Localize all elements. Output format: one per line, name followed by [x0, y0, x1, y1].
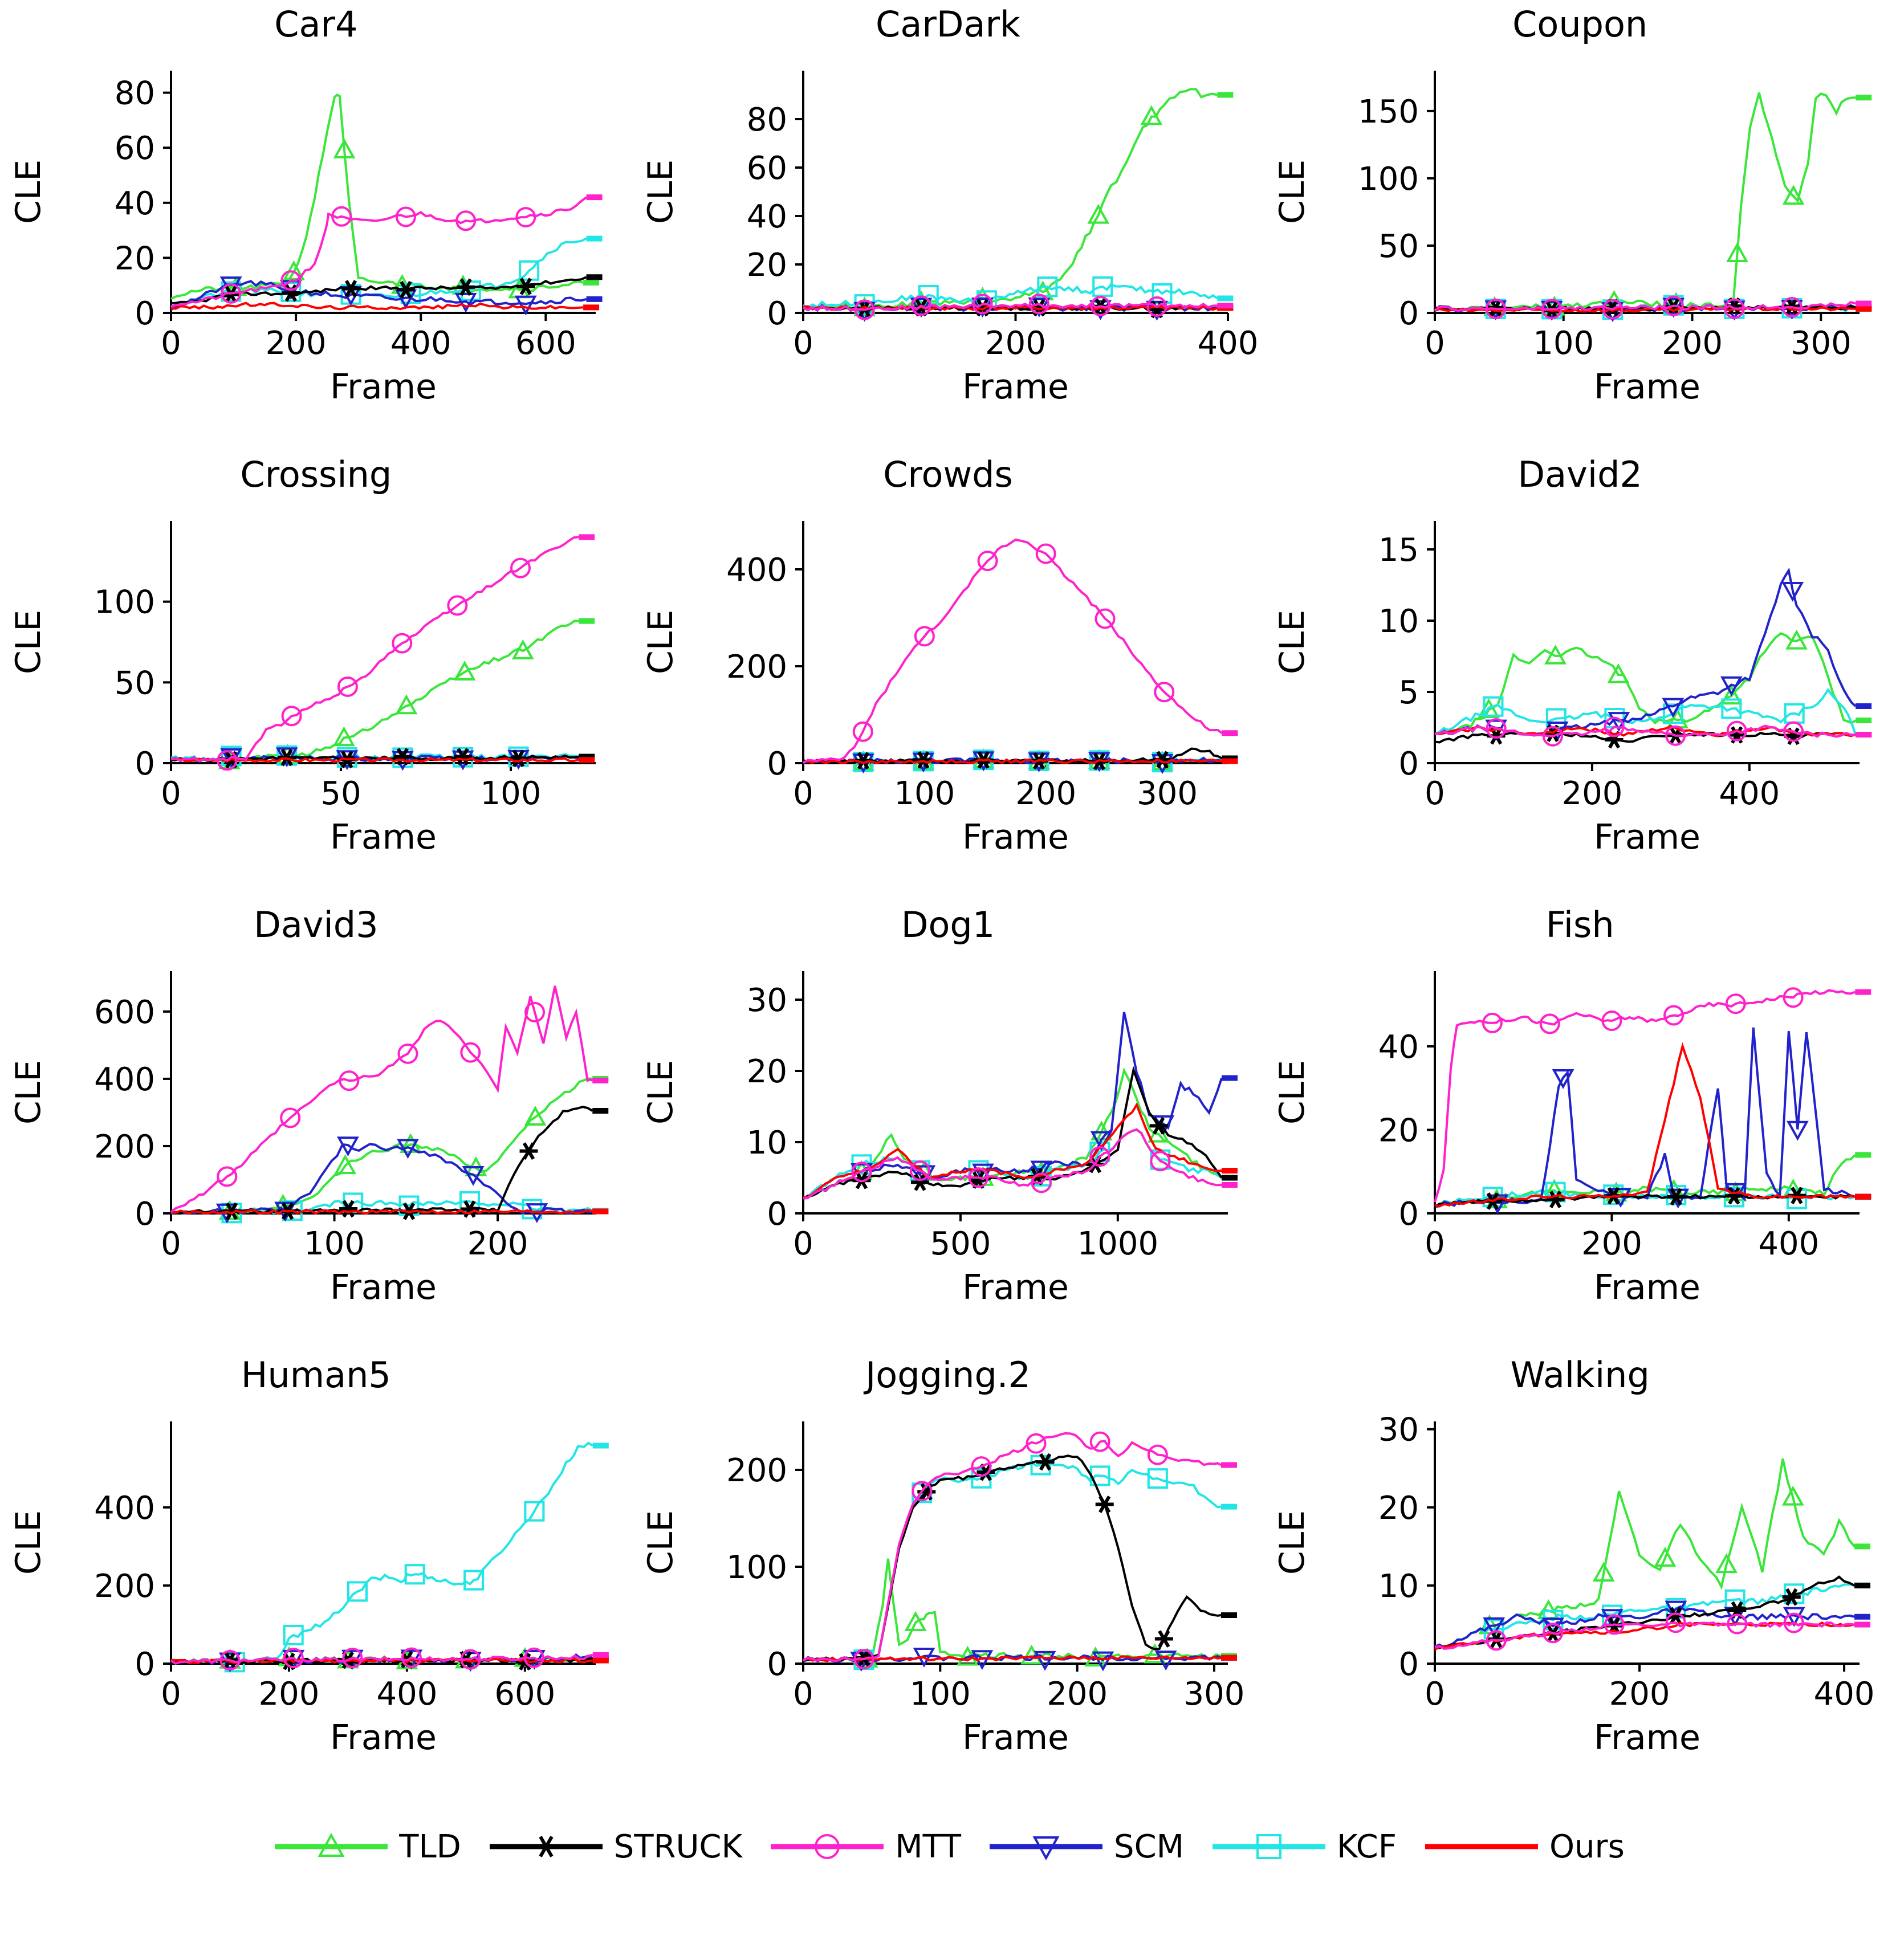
- svg-text:80: 80: [114, 75, 155, 112]
- svg-text:60: 60: [114, 130, 155, 168]
- legend-item-tld[interactable]: [271, 1828, 461, 1865]
- plot-svg: [1264, 45, 1895, 410]
- svg-text:300: 300: [1791, 325, 1852, 362]
- plot-svg: [1264, 946, 1895, 1310]
- chart-panel: [1264, 450, 1896, 900]
- svg-text:400: 400: [1197, 325, 1259, 362]
- panel-title: Fish: [1545, 904, 1614, 946]
- plot-area-11: [1264, 1396, 1896, 1761]
- svg-text:0: 0: [1425, 1676, 1446, 1713]
- svg-text:CLE: CLE: [640, 159, 681, 225]
- series-line: [1435, 1028, 1855, 1207]
- svg-text:100: 100: [480, 775, 542, 812]
- svg-text:15: 15: [1378, 532, 1419, 569]
- series-line: [171, 1078, 592, 1213]
- chart-panel: [632, 1351, 1264, 1801]
- plot-svg: [632, 946, 1264, 1310]
- legend-label: MTT: [895, 1828, 962, 1865]
- plot-area-10: [632, 1396, 1264, 1761]
- svg-text:Frame: Frame: [1594, 1718, 1701, 1758]
- svg-text:20: 20: [746, 1053, 787, 1090]
- plot-area-2: [1264, 45, 1896, 410]
- svg-text:0: 0: [135, 1196, 155, 1233]
- svg-text:40: 40: [746, 198, 787, 235]
- svg-text:10: 10: [1378, 603, 1419, 640]
- legend-item-mtt[interactable]: [767, 1828, 961, 1865]
- chart-panel: [1264, 1351, 1896, 1801]
- svg-text:0: 0: [767, 295, 787, 332]
- panel-title: Walking: [1510, 1354, 1650, 1396]
- svg-text:200: 200: [94, 1567, 155, 1605]
- chart-panel: [632, 450, 1264, 900]
- svg-text:400: 400: [1719, 775, 1780, 812]
- svg-text:100: 100: [909, 1676, 971, 1713]
- svg-text:0: 0: [1425, 775, 1446, 812]
- series-line: [171, 1443, 593, 1664]
- svg-text:600: 600: [494, 1676, 556, 1713]
- svg-text:0: 0: [161, 1676, 181, 1713]
- plot-area-5: [1264, 495, 1896, 860]
- series-line: [1435, 93, 1856, 311]
- svg-text:200: 200: [1662, 325, 1723, 362]
- svg-text:10: 10: [1378, 1567, 1419, 1605]
- plot-svg: [1264, 1396, 1895, 1761]
- svg-text:0: 0: [1398, 1196, 1419, 1233]
- legend-item-ours[interactable]: [1422, 1828, 1625, 1865]
- plot-area-9: [0, 1396, 632, 1761]
- svg-text:200: 200: [726, 649, 787, 686]
- series-line: [803, 540, 1222, 763]
- svg-text:60: 60: [746, 150, 787, 187]
- panel-title: Human5: [241, 1354, 391, 1396]
- plot-svg: [1264, 495, 1895, 860]
- svg-text:20: 20: [746, 247, 787, 284]
- svg-text:0: 0: [792, 1676, 813, 1713]
- legend-label: Ours: [1549, 1828, 1625, 1865]
- chart-panel: [1264, 900, 1896, 1351]
- svg-text:CLE: CLE: [640, 1060, 681, 1125]
- legend-label: KCF: [1336, 1828, 1397, 1865]
- svg-text:20: 20: [114, 240, 155, 278]
- plot-svg: [0, 45, 632, 410]
- svg-text:200: 200: [94, 1128, 155, 1166]
- svg-text:0: 0: [135, 295, 155, 332]
- series-line: [171, 95, 583, 299]
- svg-text:Frame: Frame: [1594, 367, 1701, 407]
- svg-text:0: 0: [767, 1646, 787, 1683]
- plot-area-6: [0, 946, 632, 1310]
- svg-text:400: 400: [376, 1676, 438, 1713]
- svg-text:0: 0: [135, 1646, 155, 1683]
- plot-area-8: [1264, 946, 1896, 1310]
- plot-svg: [632, 45, 1264, 410]
- svg-text:20: 20: [1378, 1489, 1419, 1527]
- svg-text:200: 200: [1609, 1676, 1670, 1713]
- svg-text:400: 400: [94, 1489, 155, 1527]
- svg-text:40: 40: [1378, 1028, 1419, 1066]
- legend-item-struck[interactable]: [486, 1828, 742, 1865]
- svg-text:CLE: CLE: [9, 609, 48, 675]
- svg-text:10: 10: [746, 1124, 787, 1162]
- svg-text:200: 200: [726, 1452, 787, 1489]
- panel-title: David2: [1517, 454, 1642, 495]
- svg-text:0: 0: [1425, 1225, 1446, 1262]
- svg-text:300: 300: [1183, 1676, 1245, 1713]
- panel-title: Dog1: [901, 904, 995, 946]
- svg-text:Frame: Frame: [330, 1718, 437, 1758]
- svg-text:200: 200: [1581, 1225, 1643, 1262]
- svg-text:200: 200: [265, 325, 327, 362]
- svg-text:400: 400: [94, 1061, 155, 1098]
- svg-text:0: 0: [792, 1225, 813, 1262]
- chart-panel: [1264, 0, 1896, 450]
- series-line: [1435, 991, 1855, 1203]
- svg-text:CLE: CLE: [1272, 609, 1313, 675]
- svg-text:CLE: CLE: [640, 1510, 681, 1575]
- plot-svg: [0, 946, 632, 1310]
- svg-text:0: 0: [792, 325, 813, 362]
- svg-text:50: 50: [114, 665, 155, 702]
- plot-area-0: [0, 45, 632, 410]
- svg-text:Frame: Frame: [1594, 817, 1701, 857]
- svg-text:Frame: Frame: [330, 817, 437, 857]
- svg-text:400: 400: [726, 552, 787, 589]
- panel-title: Coupon: [1512, 3, 1648, 45]
- plot-svg: [0, 1396, 632, 1761]
- svg-text:Frame: Frame: [962, 1718, 1069, 1758]
- plot-area-3: [0, 495, 632, 860]
- svg-text:20: 20: [1378, 1112, 1419, 1150]
- series-marker: [1155, 1631, 1173, 1647]
- svg-text:0: 0: [161, 775, 181, 812]
- panel-title: CarDark: [876, 3, 1020, 45]
- svg-text:100: 100: [304, 1225, 365, 1262]
- svg-text:30: 30: [1378, 1411, 1419, 1449]
- chart-legend: [0, 1801, 1896, 1892]
- legend-label: SCM: [1114, 1828, 1184, 1865]
- svg-text:400: 400: [1758, 1225, 1820, 1262]
- legend-swatch: [1209, 1829, 1329, 1864]
- svg-text:200: 200: [258, 1676, 320, 1713]
- legend-label: TLD: [399, 1828, 461, 1865]
- chart-panel: [0, 450, 632, 900]
- svg-text:400: 400: [1813, 1676, 1875, 1713]
- legend-label: STRUCK: [613, 1828, 743, 1865]
- plot-area-7: [632, 946, 1264, 1310]
- svg-text:200: 200: [1015, 775, 1076, 812]
- chart-panel: [0, 1351, 632, 1801]
- svg-text:600: 600: [515, 325, 576, 362]
- panel-title: Crowds: [883, 454, 1013, 495]
- series-marker: [520, 1143, 538, 1159]
- svg-text:500: 500: [930, 1225, 991, 1262]
- svg-text:200: 200: [467, 1225, 528, 1262]
- svg-text:200: 200: [984, 325, 1046, 362]
- svg-text:Frame: Frame: [330, 367, 437, 407]
- svg-text:CLE: CLE: [9, 159, 48, 225]
- svg-text:100: 100: [94, 584, 155, 621]
- svg-text:400: 400: [390, 325, 451, 362]
- svg-text:Frame: Frame: [962, 817, 1069, 857]
- svg-text:CLE: CLE: [9, 1060, 48, 1125]
- svg-text:Frame: Frame: [330, 1268, 437, 1307]
- svg-text:600: 600: [94, 993, 155, 1031]
- chart-panel: [632, 900, 1264, 1351]
- chart-panel: [632, 0, 1264, 450]
- svg-text:200: 200: [1046, 1676, 1108, 1713]
- svg-text:100: 100: [1533, 325, 1594, 362]
- svg-text:50: 50: [320, 775, 361, 812]
- svg-text:CLE: CLE: [1272, 159, 1313, 225]
- svg-text:0: 0: [767, 1196, 787, 1233]
- svg-text:Frame: Frame: [962, 367, 1069, 407]
- svg-text:150: 150: [1358, 93, 1419, 131]
- svg-text:0: 0: [135, 745, 155, 783]
- svg-text:0: 0: [792, 775, 813, 812]
- plot-svg: [632, 495, 1264, 860]
- plot-area-4: [632, 495, 1264, 860]
- svg-text:80: 80: [746, 101, 787, 138]
- plot-svg: [632, 1396, 1264, 1761]
- legend-swatch: [767, 1829, 887, 1864]
- svg-text:CLE: CLE: [9, 1510, 48, 1575]
- svg-text:Frame: Frame: [962, 1268, 1069, 1307]
- chart-panel: [0, 0, 632, 450]
- svg-text:1000: 1000: [1077, 1225, 1158, 1262]
- legend-swatch: [271, 1829, 391, 1864]
- panel-title: Jogging.2: [865, 1354, 1031, 1396]
- plot-area-1: [632, 45, 1264, 410]
- plot-svg: [0, 495, 632, 860]
- svg-text:0: 0: [1425, 325, 1446, 362]
- legend-swatch: [486, 1829, 606, 1864]
- svg-text:Frame: Frame: [1594, 1268, 1701, 1307]
- svg-text:100: 100: [726, 1549, 787, 1586]
- series-line: [803, 1462, 1221, 1661]
- svg-text:0: 0: [1398, 295, 1419, 332]
- series-line: [171, 621, 579, 761]
- svg-text:30: 30: [746, 982, 787, 1019]
- svg-text:CLE: CLE: [1272, 1510, 1313, 1575]
- legend-item-scm[interactable]: [986, 1828, 1184, 1865]
- svg-text:100: 100: [1358, 160, 1419, 198]
- series-line: [803, 89, 1217, 309]
- series-marker: [1095, 1497, 1113, 1513]
- panel-title: David3: [254, 904, 379, 946]
- chart-panel: [0, 900, 632, 1351]
- svg-text:0: 0: [161, 1225, 181, 1262]
- svg-text:CLE: CLE: [1272, 1060, 1313, 1125]
- series-line: [1435, 571, 1856, 735]
- svg-text:0: 0: [161, 325, 181, 362]
- svg-text:0: 0: [767, 745, 787, 783]
- panel-title: Car4: [274, 3, 358, 45]
- panel-title: Crossing: [240, 454, 392, 495]
- svg-text:0: 0: [1398, 1646, 1419, 1683]
- svg-text:100: 100: [894, 775, 955, 812]
- svg-text:300: 300: [1136, 775, 1198, 812]
- svg-text:200: 200: [1561, 775, 1623, 812]
- svg-text:5: 5: [1398, 674, 1419, 711]
- svg-text:40: 40: [114, 185, 155, 222]
- legend-swatch: [986, 1829, 1106, 1864]
- svg-text:0: 0: [1398, 745, 1419, 783]
- legend-swatch: [1422, 1829, 1541, 1864]
- svg-text:CLE: CLE: [640, 609, 681, 675]
- svg-text:50: 50: [1378, 227, 1419, 265]
- legend-item-kcf[interactable]: [1209, 1828, 1397, 1865]
